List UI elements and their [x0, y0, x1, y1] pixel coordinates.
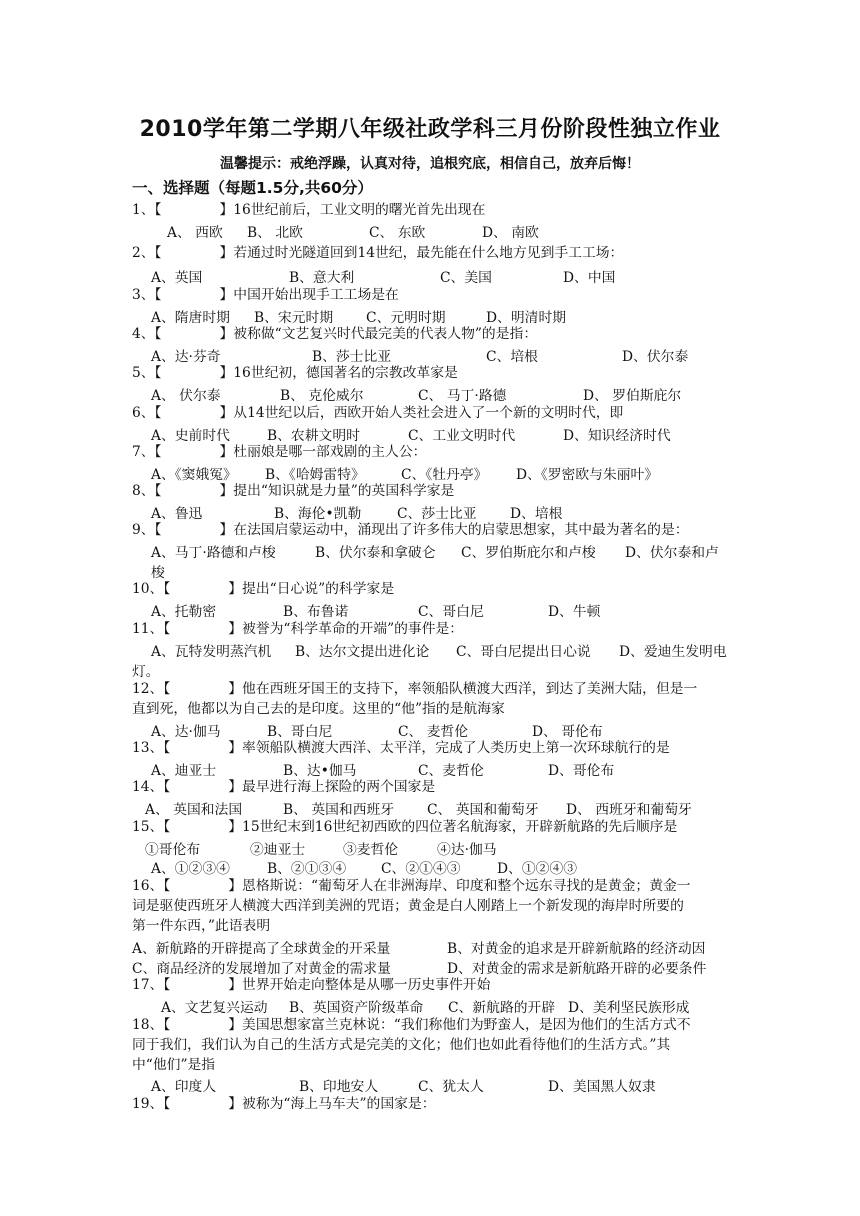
q8-option-b[interactable]: B、海伦•凯勒 [274, 506, 362, 522]
q10-option-d[interactable]: D、牛顿 [548, 604, 601, 620]
q1-option-b[interactable]: B、 北欧 [247, 225, 303, 241]
q11-option-d[interactable]: D、爱迪生发明电 [619, 644, 727, 660]
q18-option-d[interactable]: D、美国黑人奴隶 [548, 1079, 656, 1095]
q15-option-a[interactable]: A、①②③④ [151, 861, 230, 877]
q3-option-d[interactable]: D、明清时期 [486, 310, 567, 326]
q5-option-b[interactable]: B、 克伦威尔 [280, 388, 364, 404]
question-3-stem: 3、【 】中国开始出现手工工场是在 [132, 287, 399, 303]
q4-option-c[interactable]: C、培根 [486, 349, 538, 365]
q12-option-a[interactable]: A、达·伽马 [151, 724, 221, 740]
question-12-stem-line2: 直到死，他都以为自己去的是印度。这里的“他”指的是航海家 [132, 701, 505, 717]
question-9-stem: 9、【 】在法国启蒙运动中，涌现出了许多伟大的启蒙思想家，其中最为著名的是： [132, 522, 689, 538]
question-5-stem: 5、【 】16世纪初，德国著名的宗教改革家是 [132, 365, 458, 381]
q1-option-c[interactable]: C、 东欧 [369, 225, 426, 241]
question-12-stem: 12、【 】他在西班牙国王的支持下，率领船队横渡大西洋，到达了美洲大陆，但是一 [132, 681, 698, 697]
section-heading: 一、选择题（每题1.5分,共60分） [132, 179, 373, 197]
q16-option-d[interactable]: D、对黄金的需求是新航路开辟的必要条件 [447, 961, 707, 977]
q16-option-a[interactable]: A、新航路的开辟提高了全球黄金的开采量 [132, 941, 391, 957]
q8-option-a[interactable]: A、鲁迅 [151, 506, 203, 522]
question-16-stem: 16、【 】恩格斯说：“葡萄牙人在非洲海岸、印度和整个远东寻找的是黄金；黄金一 [132, 878, 691, 894]
q7-option-c[interactable]: C、《牡丹亭》 [401, 467, 488, 483]
q15-item-1: ①哥伦布 [145, 842, 201, 858]
question-8-stem: 8、【 】提出“知识就是力量”的英国科学家是 [132, 483, 455, 499]
question-13-stem: 13、【 】率领船队横渡大西洋、太平洋，完成了人类历史上第一次环球航行的是 [132, 740, 670, 756]
q2-option-d[interactable]: D、中国 [563, 270, 616, 286]
q2-option-a[interactable]: A、英国 [151, 270, 203, 286]
q13-option-b[interactable]: B、达•伽马 [283, 763, 357, 779]
q10-option-c[interactable]: C、哥白尼 [418, 604, 484, 620]
question-18-stem-line3: 中“他们”是指 [132, 1057, 216, 1073]
q15-item-2: ②迪亚士 [250, 842, 306, 858]
q11-option-b[interactable]: B、达尔文提出进化论 [295, 644, 430, 660]
question-15-stem: 15、【 】15世纪末到16世纪初西欧的四位著名航海家，开辟新航路的先后顺序是 [132, 819, 678, 835]
q12-option-c[interactable]: C、 麦哲伦 [398, 724, 469, 740]
q9-option-d-continuation: 梭 [151, 565, 165, 581]
q1-option-d[interactable]: D、 南欧 [482, 225, 539, 241]
q7-option-a[interactable]: A、《窦娥冤》 [151, 467, 237, 483]
q6-option-b[interactable]: B、农耕文明时 [267, 428, 360, 444]
q11-option-c[interactable]: C、哥白尼提出日心说 [456, 644, 591, 660]
question-7-stem: 7、【 】杜丽娘是哪一部戏剧的主人公： [132, 444, 427, 460]
question-4-stem: 4、【 】被称做“文艺复兴时代最完美的代表人物”的是指： [132, 326, 538, 342]
question-16-stem-line2: 词是驱使西班牙人横渡大西洋到美洲的咒语；黄金是白人刚踏上一个新发现的海岸时所要的 [132, 898, 684, 914]
q17-option-a[interactable]: A、文艺复兴运动 [161, 1000, 268, 1016]
q4-option-d[interactable]: D、伏尔泰 [622, 349, 689, 365]
q14-option-d[interactable]: D、 西班牙和葡萄牙 [566, 802, 692, 818]
question-17-stem: 17、【 】世界开始走向整体是从哪一历史事件开始 [132, 977, 491, 993]
question-1-stem: 1、【 】16世纪前后，工业文明的曙光首先出现在 [132, 202, 486, 218]
q9-option-b[interactable]: B、伏尔泰和拿破仑 [315, 545, 436, 561]
q4-option-b[interactable]: B、莎士比亚 [312, 349, 392, 365]
warm-tip: 温馨提示：戒绝浮躁，认真对待，追根究底，相信自己，放弃后悔！ [220, 156, 640, 172]
q8-option-d[interactable]: D、培根 [510, 506, 563, 522]
q13-option-a[interactable]: A、迪亚士 [151, 763, 217, 779]
q18-option-b[interactable]: B、印地安人 [299, 1079, 379, 1095]
q6-option-c[interactable]: C、工业文明时代 [408, 428, 516, 444]
question-14-stem: 14、【 】最早进行海上探险的两个国家是 [132, 779, 436, 795]
q17-option-b[interactable]: B、英国资产阶级革命 [289, 1000, 424, 1016]
q5-option-c[interactable]: C、 马丁·路德 [418, 388, 507, 404]
question-11-stem: 11、【 】被誉为“科学革命的开端”的事件是： [132, 621, 464, 637]
q17-option-d[interactable]: D、美利坚民族形成 [568, 1000, 690, 1016]
q3-option-b[interactable]: B、宋元时期 [254, 310, 334, 326]
q17-option-c[interactable]: C、新航路的开辟 [448, 1000, 556, 1016]
q14-option-b[interactable]: B、 英国和西班牙 [283, 802, 395, 818]
q15-option-c[interactable]: C、②①④③ [381, 861, 461, 877]
question-6-stem: 6、【 】从14世纪以后，西欧开始人类社会进入了一个新的文明时代，即 [132, 405, 624, 421]
q16-option-c[interactable]: C、商品经济的发展增加了对黄金的需求量 [132, 961, 391, 977]
question-16-stem-line3: 第一件东西，”此语表明 [132, 918, 271, 934]
q14-option-a[interactable]: A、 英国和法国 [145, 802, 243, 818]
question-2-stem: 2、【 】若通过时光隧道回到14世纪，最先能在什么地方见到手工工场： [132, 245, 624, 261]
q13-option-d[interactable]: D、哥伦布 [548, 763, 615, 779]
q18-option-a[interactable]: A、印度人 [151, 1079, 217, 1095]
q2-option-b[interactable]: B、意大利 [289, 270, 355, 286]
q9-option-a[interactable]: A、马丁·路德和卢梭 [151, 545, 276, 561]
q2-option-c[interactable]: C、美国 [440, 270, 492, 286]
q6-option-a[interactable]: A、史前时代 [151, 428, 230, 444]
question-10-stem: 10、【 】提出“日心说”的科学家是 [132, 581, 395, 597]
q15-item-3: ③麦哲伦 [343, 842, 399, 858]
q16-option-b[interactable]: B、对黄金的追求是开辟新航路的经济动因 [447, 941, 706, 957]
question-19-stem: 19、【 】被称为“海上马车夫”的国家是： [132, 1096, 436, 1112]
q12-option-d[interactable]: D、 哥伦布 [532, 724, 603, 740]
q15-option-d[interactable]: D、①②④③ [497, 861, 578, 877]
q13-option-c[interactable]: C、麦哲伦 [418, 763, 484, 779]
q7-option-d[interactable]: D、《罗密欧与朱丽叶》 [516, 467, 659, 483]
q4-option-a[interactable]: A、达·芬奇 [151, 349, 221, 365]
q11-option-a[interactable]: A、瓦特发明蒸汽机 [151, 644, 272, 660]
q10-option-b[interactable]: B、布鲁诺 [283, 604, 349, 620]
q15-item-4: ④达·伽马 [437, 842, 497, 858]
question-18-stem-line2: 同于我们，我们认为自己的生活方式是完美的文化；他们也如此看待他们的生活方式。”其 [132, 1037, 671, 1053]
q10-option-a[interactable]: A、托勒密 [151, 604, 217, 620]
q9-option-c[interactable]: C、罗伯斯庇尔和卢梭 [461, 545, 596, 561]
q12-option-b[interactable]: B、哥白尼 [267, 724, 333, 740]
q3-option-a[interactable]: A、隋唐时期 [151, 310, 230, 326]
question-18-stem: 18、【 】美国思想家富兰克林说：“我们称他们为野蛮人，是因为他们的生活方式不 [132, 1017, 691, 1033]
q1-option-a[interactable]: A、 西欧 [167, 225, 223, 241]
q11-option-d-continuation: 灯。 [132, 664, 160, 680]
q3-option-c[interactable]: C、元明时期 [366, 310, 446, 326]
q9-option-d[interactable]: D、伏尔泰和卢 [625, 545, 719, 561]
q14-option-c[interactable]: C、 英国和葡萄牙 [427, 802, 539, 818]
q15-option-b[interactable]: B、②①③④ [267, 861, 347, 877]
q5-option-d[interactable]: D、 罗伯斯庇尔 [583, 388, 682, 404]
page-title: 2010学年第二学期八年级社政学科三月份阶段性独立作业 [139, 117, 721, 142]
q5-option-a[interactable]: A、 伏尔泰 [151, 388, 221, 404]
q7-option-b[interactable]: B、《哈姆雷特》 [265, 467, 365, 483]
q6-option-d[interactable]: D、知识经济时代 [563, 428, 671, 444]
q18-option-c[interactable]: C、犹太人 [418, 1079, 484, 1095]
q8-option-c[interactable]: C、莎士比亚 [397, 506, 477, 522]
